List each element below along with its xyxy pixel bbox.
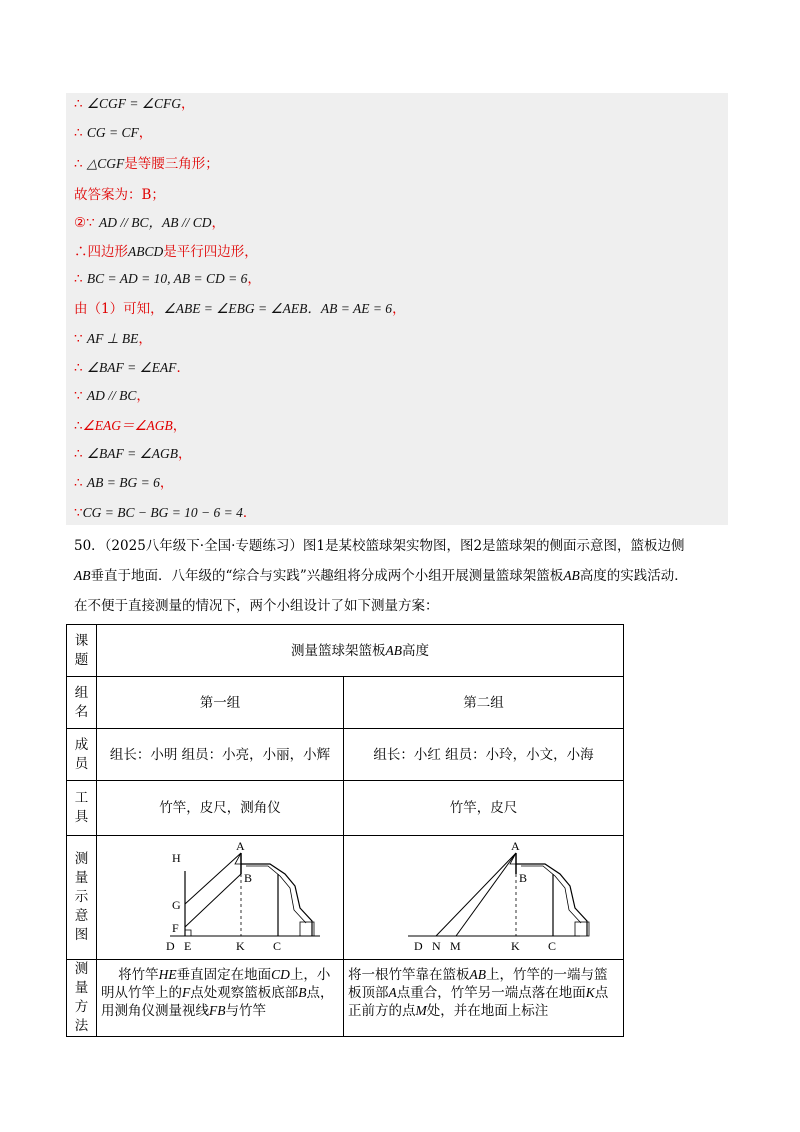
figure-group1-diagram [100,836,340,954]
solution-line-14: ∴ AB = BG = 6， [74,475,174,491]
question-line-1: 50．（2025八年级下·全国·专题练习）图1是某校篮球架实物图，图2是篮球架的侧面示意图，篮板边侧 [74,538,685,554]
label-C: C [547,939,556,953]
label-G: G [172,898,181,912]
method1-cell: 将竹竿HE垂直固定在地面CD上，小明从竹竿上的F点处观察篮板底部B点，用测角仪测量视线FB与竹竿 [97,960,344,1037]
solution-line-11: ∵ AD // BC， [74,388,150,404]
row-diagram [67,836,624,960]
label-D: D [413,939,423,953]
row-group [67,677,624,729]
topic-cell: 测量篮球架篮板AB高度 [97,625,624,677]
solution-line-15: ∵CG = BC − BG = 10 − 6 = 4． [74,505,257,521]
solution-line-8: 由（1）可知，∠ABE = ∠EBG = ∠AEB．AB = AE = 6， [74,301,406,317]
head-members: 成员 [67,729,97,781]
label-C: C [273,939,282,953]
figure-group2-diagram [348,836,620,954]
solution-line-4: 故答案为：B； [74,187,165,203]
row-method [67,960,624,1037]
label-M: M [449,939,461,953]
label-A: A [510,839,520,853]
group1-cell: 第一组 [97,677,344,729]
head-topic: 课题 [67,625,97,677]
row-topic [67,625,624,677]
solution-line-13: ∴ ∠BAF = ∠AGB， [74,446,192,462]
solution-line-2: ∴ CG = CF， [74,125,153,141]
label-K: K [510,939,520,953]
method2-cell: 将一根竹竿靠在篮板AB上，竹竿的一端与篮板顶部A点重合，竹竿另一端点落在地面K点正前方的点M处，并在地面上标注 [344,960,624,1037]
head-method: 测量方法 [67,960,97,1037]
label-A: A [236,839,245,853]
tools2-cell: 竹竿，皮尺 [344,781,624,836]
label-D: D [166,939,175,953]
label-E: E [184,939,192,953]
members2-cell: 组长：小红 组员：小玲，小文，小海 [344,729,624,781]
label-K: K [236,939,245,953]
question-line-2: AB垂直于地面．八年级的“综合与实践”兴趣组将分成两个小组开展测量篮球架篮板AB高度的实践活动． [74,568,688,584]
label-H: H [172,851,181,865]
label-F: F [172,921,179,935]
row-members [67,729,624,781]
solution-line-5: ②∵ AD // BC，AB // CD， [74,215,225,231]
label-B: B [244,871,253,885]
diagram1-cell [97,836,344,960]
solution-line-12: ∴∠EAG＝∠AGB， [74,418,187,434]
group2-cell: 第二组 [344,677,624,729]
head-group: 组名 [67,677,97,729]
solution-line-7: ∴ BC = AD = 10, AB = CD = 6， [74,271,261,287]
solution-line-10: ∴ ∠BAF = ∠EAF． [74,360,190,376]
label-B: B [518,871,527,885]
measurement-plan-table [66,624,624,1037]
solution-line-6: ∴四边形ABCD是平行四边形， [74,244,258,260]
solution-line-1: ∴ ∠CGF = ∠CFG， [74,96,195,112]
diagram2-cell [344,836,624,960]
tools1-cell: 竹竿，皮尺，测角仪 [97,781,344,836]
head-tools: 工具 [67,781,97,836]
solution-line-3: ∴ △CGF是等腰三角形； [74,156,219,172]
row-tools [67,781,624,836]
question-line-3: 在不便于直接测量的情况下，两个小组设计了如下测量方案： [74,598,439,614]
solution-line-9: ∵ AF ⊥ BE， [74,331,152,347]
head-diagram: 测量示意图 [67,836,97,960]
label-N: N [431,939,441,953]
members1-cell: 组长：小明 组员：小亮，小丽，小辉 [97,729,344,781]
